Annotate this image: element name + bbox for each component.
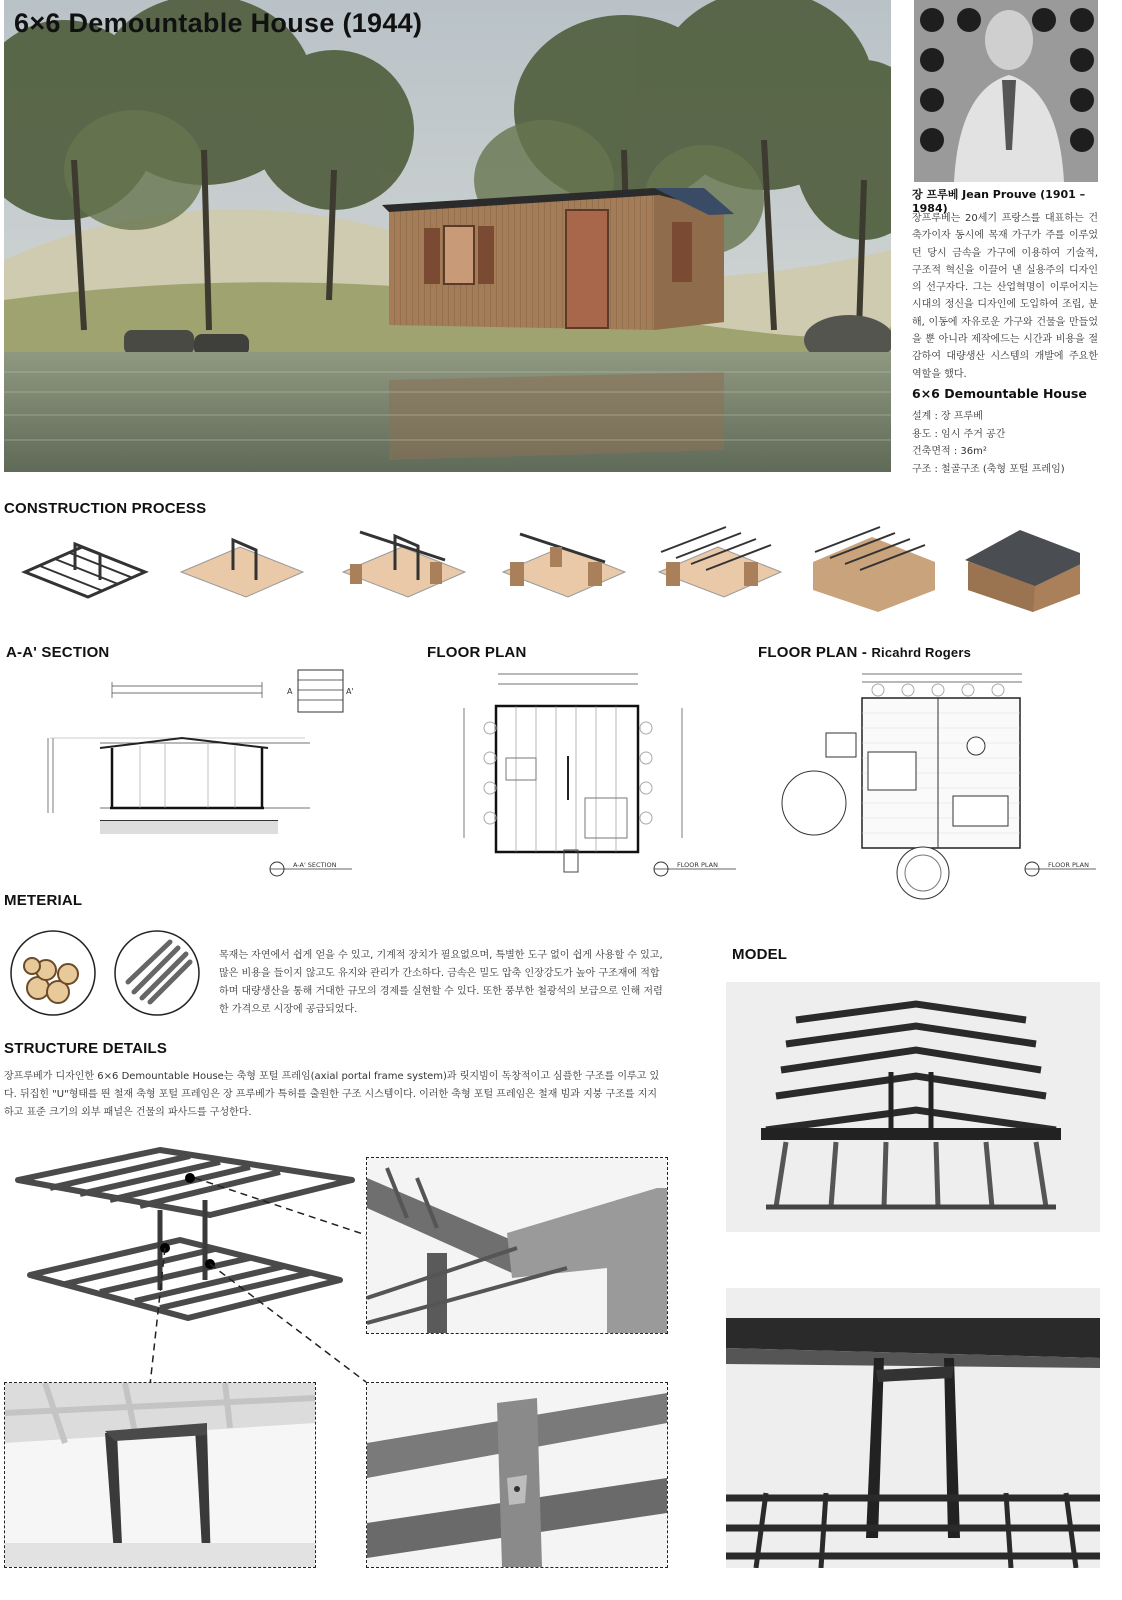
section-heading: A-A' SECTION <box>6 644 110 661</box>
ridge-beam-detail-illustration <box>367 1158 667 1333</box>
wood-logs-icon <box>10 930 96 1016</box>
construction-steps-illustration <box>20 522 1080 617</box>
frame-axonometric-illustration <box>10 1140 360 1355</box>
hero-illustration <box>4 0 891 472</box>
material-heading: METERIAL <box>4 892 83 909</box>
detail-floor-joint <box>366 1382 668 1568</box>
section-drawing <box>40 668 370 883</box>
architect-caption: 장 프루베 Jean Prouve (1901 – 1984) <box>912 188 1086 215</box>
construction-steps <box>20 522 1080 617</box>
section-tag: A-A' SECTION <box>293 861 337 869</box>
model-heading: MODEL <box>732 946 788 963</box>
model-photo-bottom-illustration <box>726 1288 1100 1568</box>
step-1 <box>25 544 145 597</box>
info-row-structure: 구조 : 철골구조 (축형 포털 프레임) <box>912 463 1065 475</box>
step-6 <box>813 527 935 612</box>
model-photo-bottom <box>726 1288 1100 1568</box>
hero-render <box>4 0 891 472</box>
material-text: 목재는 자연에서 쉽게 얻을 수 있고, 기계적 장치가 필요없으며, 특별한 도구 없이 쉽게 사용할 수 있고, 많은 비용을 들이지 않고도 유지와 관리가 간소하다. 금속은 밀도 압축 인장강도가 높아 구조재에 적합하며 대량생산을 통해 거대한 규모의 경제를 실현할 수 있다. 또한 풍부한 철광석의 보급으로 인해 저렴한 가격으로 시장에 공급되었다. <box>219 950 663 1015</box>
section-illustration <box>40 668 370 883</box>
step-5 <box>659 527 781 597</box>
model-photo-top-illustration <box>726 982 1100 1232</box>
info-row-area: 건축면적 : 36m² <box>912 446 987 457</box>
model-photo-top <box>726 982 1100 1232</box>
step-7 <box>965 530 1080 612</box>
portal-frame-detail-illustration <box>5 1383 315 1567</box>
floorplan2-tag: FLOOR PLAN <box>1048 861 1089 869</box>
detail-ridge-beam <box>366 1157 668 1334</box>
floorplan-tag: FLOOR PLAN <box>677 861 718 869</box>
info-row-designer: 설계 : 장 프루베 <box>912 411 983 422</box>
step-4 <box>503 534 625 597</box>
steel-bars-icon <box>114 930 200 1016</box>
info-row-use: 용도 : 임시 주거 공간 <box>912 428 1006 440</box>
structure-heading: STRUCTURE DETAILS <box>4 1040 168 1057</box>
floorplan2-title: FLOOR PLAN - <box>758 644 872 661</box>
structure-text: 장프루베가 디자인한 6×6 Demountable House는 축형 포털 프레임(axial portal frame system)과 릿지빔이 독창적이고 심플한 구조를 이루고 있다. 뒤집힌 "U"형태를 띈 철재 축형 포털 프레임은 장 프루베가 특허를 출원한 구조 시스템이다. 이러한 축형 포털 프레임은 철재 빔과 지붕 구조를 지지하고 표준 크기의 외부 패널은 건물의 파사드를 구성한다. <box>4 1071 660 1118</box>
floorplan2-heading <box>758 644 971 661</box>
floorplan-heading: FLOOR PLAN <box>427 644 527 661</box>
construction-heading: CONSTRUCTION PROCESS <box>4 500 207 517</box>
step-2 <box>181 540 303 597</box>
wood-material-image <box>10 930 96 1016</box>
frame-axonometric <box>10 1140 360 1355</box>
section-key-a-prime: A' <box>346 687 354 696</box>
info-list <box>912 408 1065 478</box>
floorplan2-subtitle: Ricahrd Rogers <box>871 645 972 660</box>
floorplan2-drawing <box>778 668 1100 913</box>
floor-joint-detail-illustration <box>367 1383 667 1567</box>
portrait-illustration <box>914 0 1098 182</box>
steel-material-image <box>114 930 200 1016</box>
step-3 <box>343 532 465 597</box>
architect-bio: 장프루베는 20세기 프랑스를 대표하는 건축가이자 동시에 목재 가구가 주를 이루었던 당시 금속을 가구에 이용하여 기술적, 구조적 혁신을 이끌어 낸 실용주의 디자인의 선구자다. 그는 산업혁명이 이루어지는 시대의 정신을 디자인에 도입하여 조립, 분해, 이동에 자유로운 가구와 건물을 만들었을 뿐 아니라 제작에드는 시간과 비용을 절감하여 대량생산 시스템의 개발에 주요한 역할을 했다. <box>912 213 1098 380</box>
detail-portal-frame <box>4 1382 316 1568</box>
floorplan-illustration <box>460 668 740 883</box>
hero-title: 6×6 Demountable House (1944) <box>14 8 423 38</box>
architect-portrait <box>914 0 1098 182</box>
floorplan2-illustration <box>778 668 1100 913</box>
section-key-a: A <box>287 687 293 696</box>
info-heading: 6×6 Demountable House <box>912 386 1087 401</box>
floorplan-drawing <box>460 668 740 883</box>
